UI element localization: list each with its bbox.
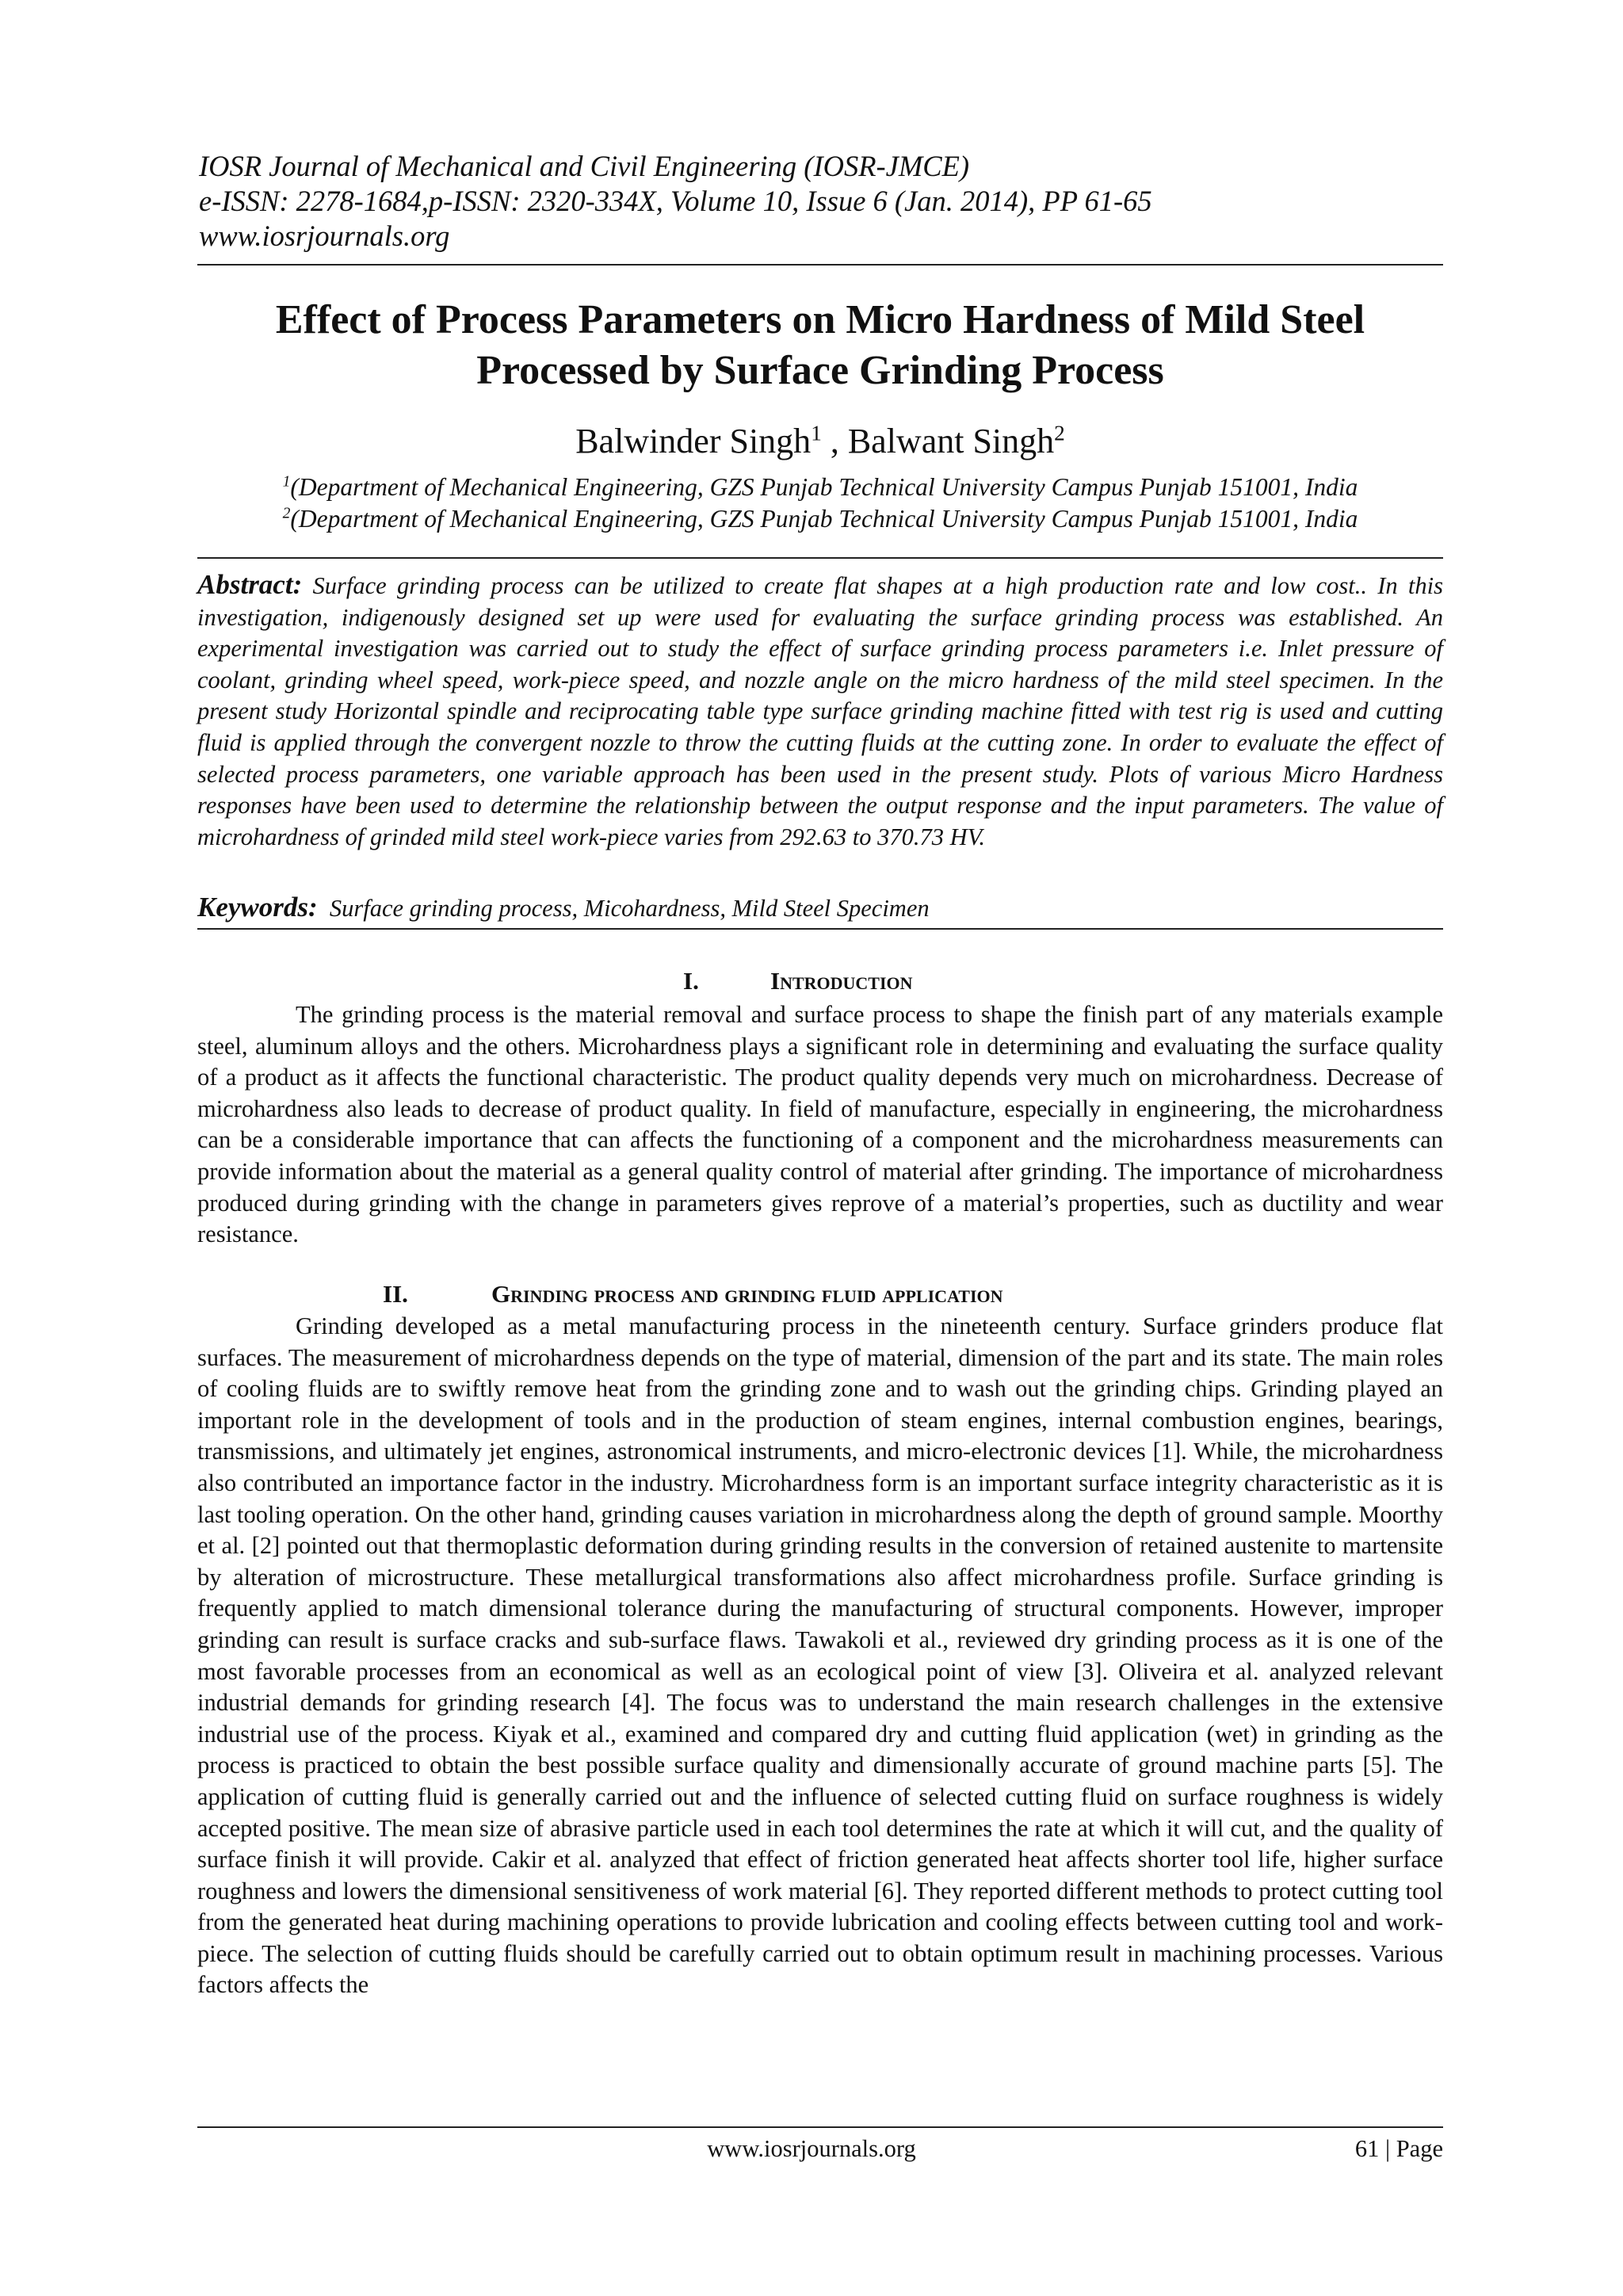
affiliations bbox=[158, 472, 1482, 535]
author-separator: , bbox=[821, 422, 848, 460]
footer-page-number: 61 | Page bbox=[1354, 2135, 1443, 2162]
footer-url: www.iosrjournals.org bbox=[707, 2135, 916, 2162]
keywords bbox=[197, 892, 1443, 924]
journal-issn-volume: e-ISSN: 2278-1684,p-ISSN: 2320-334X, Volume 10, Issue 6 (Jan. 2014), PP 61-65 bbox=[199, 185, 1152, 217]
section-number: II. bbox=[383, 1280, 408, 1308]
abstract-label: Abstract: bbox=[197, 569, 303, 600]
affiliation-text: (Department of Mechanical Engineering, GZS Punjab Technical University Campus Punjab 151001, India bbox=[290, 473, 1358, 501]
affiliation bbox=[158, 472, 1482, 503]
paragraph: Grinding developed as a metal manufacturing process in the nineteenth century. Surface grinders produce flat surfaces. The measurement of microhardness depends on the type of material, dimension of the part and its state. The main roles of cooling fluids are to swiftly remove heat from the grinding zone and to wash out the grinding chips. Grinding played an important role in the development of tools and in the production of steam engines, internal combustion engines, bearings, transmissions, and ultimately jet engines, astronomical instruments, and micro-electronic devices [1]. While, the microhardness also contributed an importance factor in the industry. Microhardness form is an important surface integrity characteristic as it is last tooling operation. On the other hand, grinding causes variation in microhardness along the depth of ground sample. Moorthy et al. [2] pointed out that thermoplastic deformation during grinding results in the conversion of retained austenite to martensite by alteration of microstructure. These metallurgical transformations also affect microhardness profile. Surface grinding is frequently applied to match dimensional tolerance during the manufacturing of structural components. However, improper grinding can result is surface cracks and sub-surface flaws. Tawakoli et al., reviewed dry grinding process as it is one of the most favorable processes from an economical as well as an ecological point of view [3]. Oliveira et al. analyzed relevant industrial demands for grinding research [4]. The focus was to understand the main research challenges in the extensive industrial use of the process. Kiyak et al., examined and compared dry and cutting fluid application (wet) in grinding as the process is practiced to obtain the best possible surface quality and dimensionally accurate of ground machine parts [5]. The application of cutting fluid is generally carried out and the influence of selected cutting fluid on surface roughness is widely accepted positive. The mean size of abrasive particle used in each tool determines the rate at which it will cut, and the quality of surface finish it will provide. Cakir et al. analyzed that effect of friction generated heat affects shorter tool life, higher surface roughness and lowers the dimensional sensitiveness of work material [6]. They reported different methods to protect cutting tool from the generated heat during machining operations to provide lubrication and cooling effects between cutting tool and work-piece. The selection of cutting fluids should be carefully carried out to obtain optimum result in machining processes. Various factors affects the bbox=[197, 1312, 1443, 1999]
title-line-1: Effect of Process Parameters on Micro Hardness of Mild Steel bbox=[275, 297, 1365, 342]
keywords-label: Keywords: bbox=[197, 892, 318, 923]
section-body bbox=[197, 1311, 1443, 2001]
abstract-text: Surface grinding process can be utilized to create flat shapes at a high production rate and low cost.. In this investigation, indigenously designed set up were used for evaluating the surface grinding process was established. An experimental investigation was carried out to study the effect of surface grinding process parameters i.e. Inlet pressure of coolant, grinding wheel speed, work-piece speed, and nozzle angle on the micro hardness of the mild steel specimen. In the present study Horizontal spindle and reciprocating table type surface grinding machine fitted with test rig is used and cutting fluid is applied through the convergent nozzle to throw the cutting fluids at the cutting zone. In order to evaluate the effect of selected process parameters, one variable approach has been used in the present study. Plots of various Micro Hardness responses have been used to determine the relationship between the output response and the input parameters. The value of microhardness of grinded mild steel work-piece varies from 292.63 to 370.73 HV. bbox=[197, 572, 1443, 850]
affiliation-mark: 2 bbox=[282, 505, 291, 522]
affiliation-text: (Department of Mechanical Engineering, GZS Punjab Technical University Campus Punjab 151001, India bbox=[290, 505, 1358, 533]
journal-website: www.iosrjournals.org bbox=[199, 220, 450, 252]
journal-header bbox=[199, 149, 1442, 254]
section-body bbox=[197, 999, 1443, 1251]
affiliation-mark: 1 bbox=[282, 473, 291, 491]
author-affiliation-mark: 1 bbox=[811, 421, 822, 445]
author-name: Balwant Singh bbox=[847, 422, 1055, 460]
author-name: Balwinder Singh bbox=[575, 422, 812, 460]
paragraph: The grinding process is the material removal and surface process to shape the finish part of any materials example steel, aluminum alloys and the others. Microhardness plays a significant role in determining and evaluating the surface quality of a product as it affects the functional characteristic. The product quality depends very much on microhardness. Decrease of microhardness also leads to decrease of product quality. In field of manufacture, especially in engineering, the microhardness can be a considerable importance that can affects the functioning of a component and the microhardness measurements can provide information about the material as a general quality control of material after grinding. The importance of microhardness produced during grinding with the change in parameters gives reprove of a material’s properties, such as ductility and wear resistance. bbox=[197, 1001, 1443, 1248]
author-list bbox=[158, 420, 1482, 463]
abstract-top-rule bbox=[197, 557, 1443, 559]
journal-name: IOSR Journal of Mechanical and Civil Engineering (IOSR-JMCE) bbox=[199, 150, 970, 182]
section-number: I. bbox=[683, 967, 699, 995]
footer-rule bbox=[197, 2126, 1443, 2128]
section-title: Grinding process and grinding fluid application bbox=[491, 1280, 1003, 1308]
title-line-2: Processed by Surface Grinding Process bbox=[476, 348, 1164, 393]
author-affiliation-mark: 2 bbox=[1054, 421, 1065, 445]
section-title: Introduction bbox=[770, 967, 913, 995]
abstract-bottom-rule bbox=[197, 928, 1443, 930]
keywords-text: Surface grinding process, Micohardness, Mild Steel Specimen bbox=[329, 895, 930, 922]
affiliation bbox=[158, 503, 1482, 535]
abstract bbox=[197, 569, 1443, 853]
paper-title bbox=[158, 295, 1482, 396]
header-rule bbox=[197, 264, 1443, 266]
